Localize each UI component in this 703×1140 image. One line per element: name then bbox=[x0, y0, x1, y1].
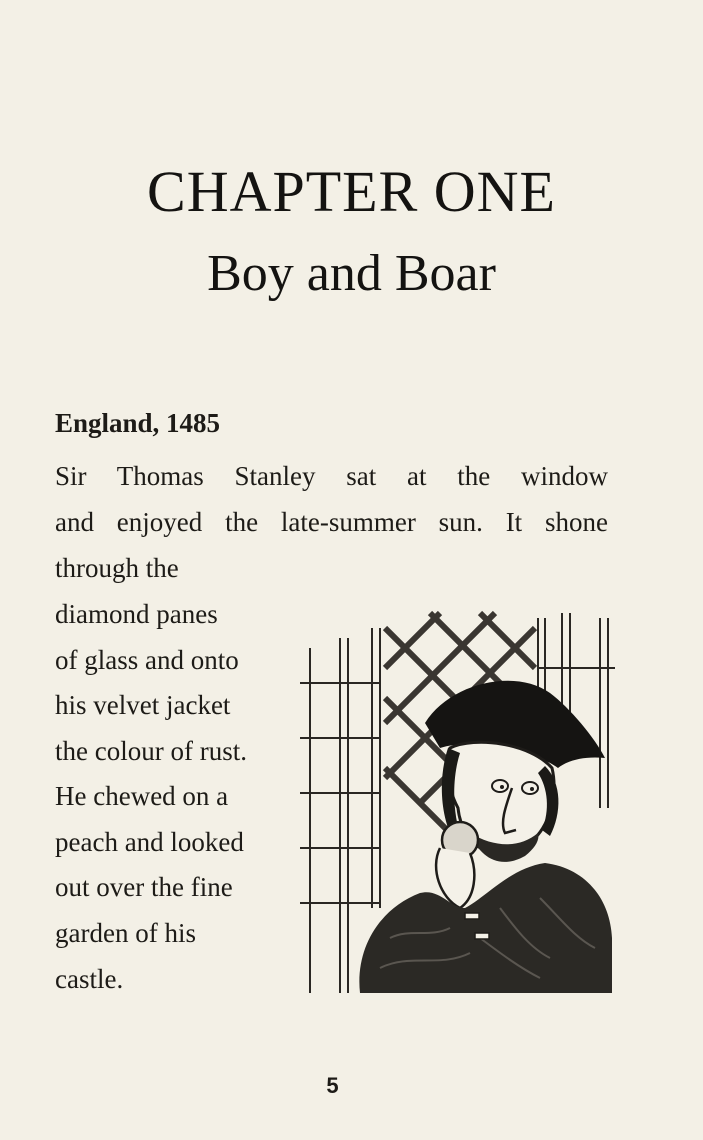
toggle-button-icon bbox=[475, 933, 489, 939]
man-eating-peach-at-window-illustration bbox=[300, 608, 615, 993]
body-line: He chewed on a bbox=[55, 781, 229, 811]
body-line: garden of his bbox=[55, 918, 196, 948]
velvet-jacket-icon bbox=[359, 863, 612, 993]
pupil-icon bbox=[500, 785, 504, 789]
body-line: out over the fine bbox=[55, 872, 233, 902]
body-line: his velvet jacket bbox=[55, 690, 231, 720]
page-number: 5 bbox=[326, 1073, 339, 1098]
pupil-icon bbox=[530, 787, 534, 791]
body-line: peach and looked bbox=[55, 827, 244, 857]
chapter-title: CHAPTER ONE bbox=[147, 159, 556, 224]
body-line: diamond panes bbox=[55, 599, 218, 629]
chapter-subtitle: Boy and Boar bbox=[207, 245, 496, 302]
body-line: through the bbox=[55, 553, 179, 583]
eye-icon bbox=[522, 782, 538, 794]
body-line: the colour of rust. bbox=[55, 736, 247, 766]
body-line: of glass and onto bbox=[55, 645, 239, 675]
body-line: Sir Thomas Stanley sat at the window bbox=[55, 461, 608, 491]
place-date-heading: England, 1485 bbox=[55, 408, 221, 438]
body-line: castle. bbox=[55, 964, 124, 994]
eye-icon bbox=[492, 780, 508, 792]
toggle-button-icon bbox=[465, 913, 479, 919]
body-line: and enjoyed the late-summer sun. It shone bbox=[55, 507, 608, 537]
